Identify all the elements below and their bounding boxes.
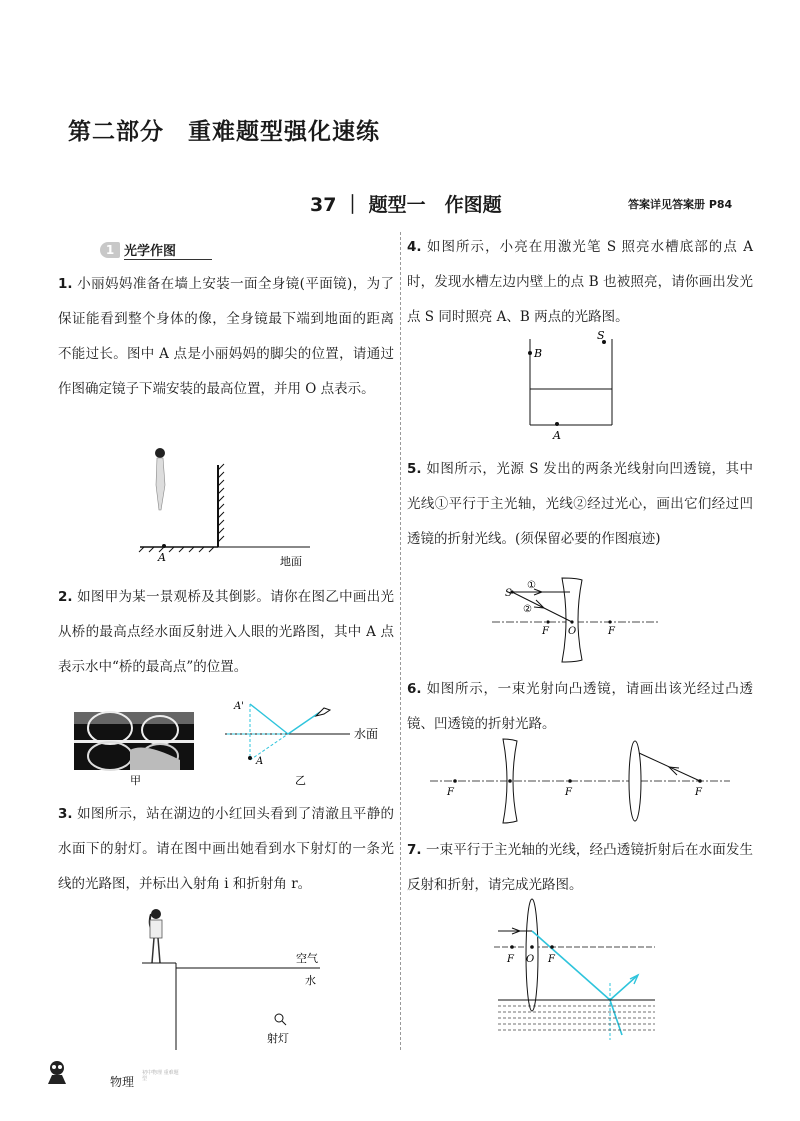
question-text: 一束平行于主光轴的光线，经凸透镜折射后在水面发生反射和折射，请完成光路图。 bbox=[407, 842, 754, 893]
question-4 bbox=[407, 230, 753, 335]
label-f-right: F bbox=[608, 626, 615, 637]
question-text: 如图甲为某一景观桥及其倒影。请你在图乙中画出光从桥的最高点经水面反射进入人眼的光路图，其中 A 点表示水中“桥的最高点”的位置。 bbox=[58, 589, 395, 675]
question-number: 3. bbox=[58, 806, 73, 822]
figure-2-jia-photo bbox=[70, 690, 200, 790]
label-jia: 甲 bbox=[130, 774, 141, 787]
label-ray-1: ① bbox=[527, 580, 536, 591]
label-f-left: F bbox=[542, 626, 549, 637]
question-number: 2. bbox=[58, 589, 73, 605]
question-text: 如图所示，站在湖边的小红回头看到了清澈且平静的水面下的射灯。请在图中画出她看到水下射灯的一条光线的光路图，并标出入射角 i 和折射角 r。 bbox=[58, 806, 395, 892]
label-s: S bbox=[505, 588, 512, 599]
label-water: 水 bbox=[305, 974, 316, 987]
label-f-2: F bbox=[565, 787, 572, 798]
label-a: A bbox=[158, 551, 166, 564]
label-f-1: F bbox=[447, 787, 454, 798]
question-number: 4. bbox=[407, 239, 422, 255]
answer-reference: 答案详见答案册 P84 bbox=[628, 198, 733, 211]
figure-4-tank bbox=[520, 325, 630, 445]
label-a: A bbox=[553, 429, 561, 442]
question-7 bbox=[407, 833, 753, 903]
person-figure bbox=[155, 448, 165, 510]
figure-1-mirror bbox=[130, 440, 330, 570]
figure-6-lens-system bbox=[425, 735, 735, 835]
label-f-left: F bbox=[507, 954, 514, 965]
label-lamp: 射灯 bbox=[267, 1032, 289, 1045]
figure-3-lake bbox=[130, 900, 330, 1060]
label-ground: 地面 bbox=[280, 555, 302, 568]
topic-label: 光学作图 bbox=[124, 244, 177, 259]
point-a bbox=[162, 544, 166, 548]
question-6 bbox=[407, 672, 753, 742]
question-5 bbox=[407, 452, 753, 557]
question-text: 如图所示，光源 S 发出的两条光线射向凹透镜，其中光线①平行于主光轴，光线②经过光心，画出它们经过凹透镜的折射光线。(须保留必要的作图痕迹) bbox=[407, 461, 753, 547]
figure-7-convex-water bbox=[490, 895, 670, 1045]
topic-badge: 1 bbox=[100, 242, 120, 258]
question-1 bbox=[58, 267, 394, 407]
part-title: 第二部分 重难题型强化速练 bbox=[68, 119, 380, 145]
label-water-surface: 水面 bbox=[354, 727, 379, 741]
label-b: B bbox=[534, 347, 543, 360]
label-o: O bbox=[526, 954, 535, 965]
topic-heading bbox=[100, 240, 176, 259]
question-2 bbox=[58, 580, 394, 685]
question-3 bbox=[58, 797, 394, 902]
label-f-right: F bbox=[548, 954, 555, 965]
figure-5-concave-lens bbox=[490, 570, 670, 665]
label-o: O bbox=[568, 626, 577, 637]
figure-2-yi-diagram bbox=[220, 690, 400, 790]
question-text: 如图所示，小亮在用激光笔 S 照亮水槽底部的点 A 时，发现水槽左边内壁上的点 B 也被照亮，请你画出发光点 S 同时照亮 A、B 两点的光路图。 bbox=[407, 239, 754, 325]
footer-subtext: 初中物理 重难题型 bbox=[142, 1070, 179, 1082]
girl-figure bbox=[150, 909, 162, 963]
footer-subject: 物理 bbox=[110, 1075, 135, 1089]
question-text: 如图所示，一束光射向凸透镜，请画出该光经过凸透镜、凹透镜的折射光路。 bbox=[407, 681, 754, 732]
label-air: 空气 bbox=[296, 952, 318, 965]
question-number: 5. bbox=[407, 461, 422, 477]
label-f-3: F bbox=[695, 787, 702, 798]
topic-underline bbox=[124, 259, 212, 260]
question-number: 6. bbox=[407, 681, 422, 697]
question-number: 1. bbox=[58, 276, 73, 292]
spotlight-icon bbox=[275, 1014, 286, 1025]
section-title: 37 ｜ 题型一 作图题 bbox=[310, 194, 502, 216]
label-yi: 乙 bbox=[295, 774, 306, 787]
column-divider bbox=[400, 232, 401, 1050]
mascot-logo-icon bbox=[42, 1058, 72, 1088]
label-ray-2: ② bbox=[523, 604, 532, 615]
eye-icon bbox=[316, 708, 330, 716]
label-a-prime: A' bbox=[234, 701, 244, 712]
label-a: A bbox=[256, 756, 264, 767]
label-s: S bbox=[597, 329, 605, 342]
question-number: 7. bbox=[407, 842, 422, 858]
question-text: 小丽妈妈准备在墙上安装一面全身镜(平面镜)，为了保证能看到整个身体的像，全身镜最下端到地面的距离不能过长。图中 A 点是小丽妈妈的脚尖的位置，请通过作图确定镜子下端安装的最高位置，并用 O 点表示。 bbox=[58, 276, 394, 397]
